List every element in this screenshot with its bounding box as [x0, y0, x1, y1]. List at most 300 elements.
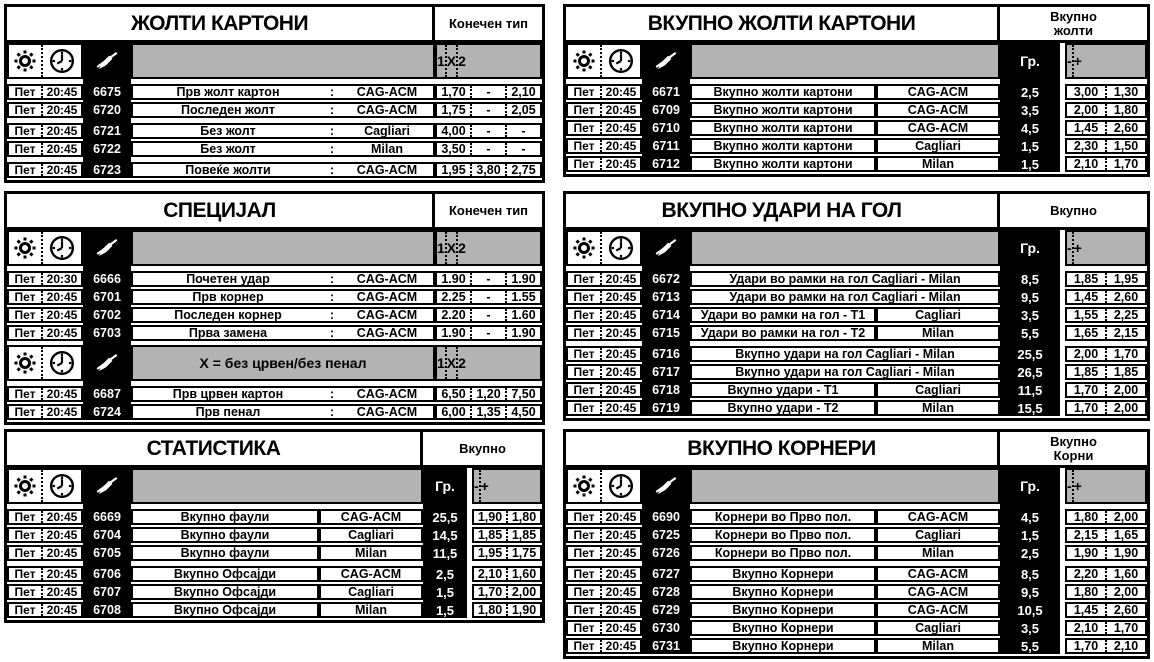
daytime-box [7, 141, 83, 157]
odds-value: - [470, 327, 505, 339]
day-cell: Пет [573, 510, 595, 524]
daytime-box [566, 509, 642, 525]
day-cell: Пет [573, 326, 595, 340]
time-cell: 20:45 [41, 309, 81, 321]
day-cell: Пет [573, 290, 595, 304]
odds-box [1065, 566, 1147, 582]
odds-group-title [1000, 7, 1147, 40]
odds-value: - [505, 143, 540, 155]
daytime-box [7, 545, 83, 561]
bet-code: 6720 [93, 103, 121, 117]
odds-col-header: + [479, 470, 489, 502]
line-value: 25,5 [432, 509, 458, 525]
odds-value: 1,85 [1105, 366, 1145, 378]
line-column-header: Гр. [1000, 468, 1060, 504]
market-label: Прв жолт картон [176, 85, 280, 99]
odds-row [566, 102, 1147, 118]
odds-row [566, 289, 1147, 305]
odds-value: 2,10 [1073, 621, 1099, 635]
daytime-box [7, 325, 83, 341]
line-column-header: Гр. [1000, 230, 1060, 266]
bet-code: 6717 [652, 365, 680, 379]
daytime-box [7, 566, 83, 582]
odds-value: 1.90 [505, 327, 540, 339]
table-specijal [4, 191, 545, 425]
odds-value: 1,80 [1105, 104, 1145, 116]
day-cell: Пет [14, 546, 36, 560]
team-label: CAG-ACM [876, 509, 1000, 525]
time-cell: 20:45 [600, 586, 640, 598]
odds-col-header: + [1072, 232, 1082, 264]
odds-box [1065, 307, 1147, 323]
team-label: Cagliari [876, 527, 1000, 543]
odds-box [435, 325, 542, 341]
time-cell: 20:45 [41, 104, 81, 116]
day-cell: Пет [14, 603, 36, 617]
odds-value: 1,85 [1073, 365, 1099, 379]
odds-row [566, 346, 1147, 362]
section-label [131, 230, 435, 266]
colon-separator: : [329, 85, 335, 99]
header-icon-box [7, 43, 83, 79]
odds-col-header: - [474, 478, 479, 494]
bet-code: 6702 [93, 308, 121, 322]
daytime-box [7, 289, 83, 305]
colon-separator: : [329, 326, 335, 340]
odds-value: 2,75 [505, 164, 540, 176]
odds-value: 1,70 [1073, 383, 1099, 397]
odds-row [566, 584, 1147, 600]
odds-box [435, 102, 542, 118]
odds-row [7, 325, 542, 341]
daytime-box [566, 602, 642, 618]
odds-value: 1,65 [1073, 326, 1099, 340]
odds-value: 2.25 [441, 290, 466, 304]
crossed-pen-icon [83, 468, 131, 504]
sun-icon [9, 232, 41, 264]
odds-box [472, 545, 542, 561]
team-label: Cagliari [876, 307, 1000, 323]
bet-code: 6701 [93, 290, 121, 304]
odds-group-title-line: Вкупно [1050, 202, 1097, 218]
odds-group-title [435, 194, 542, 227]
odds-value: 2,60 [1105, 122, 1145, 134]
market-label: Корнери во Прво пол. [690, 509, 876, 525]
team-label: CAG-ACM [319, 566, 423, 582]
bet-code: 6722 [93, 142, 121, 156]
day-cell: Пет [14, 163, 36, 177]
odds-box [435, 289, 542, 305]
odds-value: 1,90 [1105, 547, 1145, 559]
market-label: Корнери во Прво пол. [690, 527, 876, 543]
odds-group-title [1000, 194, 1147, 227]
odds-box [1065, 509, 1147, 525]
time-cell: 20:45 [600, 309, 640, 321]
odds-box [1065, 289, 1147, 305]
daytime-box [7, 84, 83, 100]
daytime-box [566, 584, 642, 600]
line-column-header: Гр. [1000, 43, 1060, 79]
market-label: Вкупно Офсајди [131, 584, 319, 600]
odds-box [1065, 545, 1147, 561]
odds-row [566, 138, 1147, 154]
team-label: Cagliari [876, 620, 1000, 636]
bet-code: 6706 [93, 567, 121, 581]
odds-col-header: 1 [437, 355, 445, 371]
day-cell: Пет [573, 272, 595, 286]
team-label: CAG-ACM [356, 290, 418, 304]
table-statistika [4, 429, 545, 623]
daytime-box [7, 162, 83, 178]
odds-value: 2,05 [505, 104, 540, 116]
table-vkupno-udari-na-gol [563, 191, 1150, 421]
colon-separator: : [329, 272, 335, 286]
odds-value: 2,00 [1105, 586, 1145, 598]
odds-column-headers [435, 230, 542, 266]
odds-box [1065, 602, 1147, 618]
column-header-row [7, 43, 542, 79]
market-box [131, 325, 435, 341]
sun-icon [568, 470, 600, 502]
bet-code: 6723 [93, 163, 121, 177]
odds-value: 1,45 [1073, 121, 1099, 135]
odds-row [566, 325, 1147, 341]
odds-group-title-line: Корни [1053, 447, 1094, 463]
odds-box [1065, 271, 1147, 287]
odds-value: 1,70 [1105, 348, 1145, 360]
market-label: Вкупно фаули [131, 509, 319, 525]
market-label: Удари во рамки на гол - Т2 [690, 325, 876, 341]
colon-separator: : [329, 142, 335, 156]
market-label: Корнери во Прво пол. [690, 545, 876, 561]
daytime-box [566, 638, 642, 654]
team-label: CAG-ACM [876, 120, 1000, 136]
market-label: Последен жолт [181, 103, 275, 117]
team-label: CAG-ACM [876, 84, 1000, 100]
table-body [7, 230, 542, 422]
daytime-box [7, 123, 83, 139]
market-label: Вкупно удари на гол Cagliari - Milan [690, 364, 1000, 380]
day-cell: Пет [14, 124, 36, 138]
bet-code: 6704 [93, 528, 121, 542]
bet-code: 6716 [652, 347, 680, 361]
odds-group-title-line: Конечен тип [448, 15, 529, 31]
odds-value: 1.90 [441, 272, 466, 286]
time-cell: 20:45 [600, 140, 640, 152]
odds-value: - [470, 104, 505, 116]
odds-value: 2,15 [1105, 327, 1145, 339]
line-value: 9,5 [1020, 289, 1040, 305]
bet-code: 6666 [93, 272, 121, 286]
day-cell: Пет [573, 639, 595, 653]
time-cell: 20:45 [41, 143, 81, 155]
time-cell: 20:45 [600, 104, 640, 116]
odds-row [566, 602, 1147, 618]
market-label: Прв пенал [195, 405, 261, 419]
odds-group-title [1000, 432, 1147, 465]
time-cell: 20:45 [600, 366, 640, 378]
daytime-box [566, 102, 642, 118]
colon-separator: : [329, 290, 335, 304]
day-cell: Пет [573, 621, 595, 635]
odds-box [435, 84, 542, 100]
crossed-pen-icon [642, 230, 690, 266]
odds-value: 1,45 [1073, 290, 1099, 304]
bet-code: 6713 [652, 290, 680, 304]
odds-value: 2,00 [1105, 384, 1145, 396]
line-value: 10,5 [1017, 602, 1043, 618]
market-box [131, 386, 435, 402]
time-cell: 20:45 [600, 273, 640, 285]
daytime-box [566, 307, 642, 323]
odds-value: 1.55 [505, 291, 540, 303]
bet-code: 6669 [93, 510, 121, 524]
odds-box [1065, 156, 1147, 172]
odds-value: 2,00 [1073, 347, 1099, 361]
team-label: Milan [319, 545, 423, 561]
day-cell: Пет [573, 567, 595, 581]
odds-row [7, 141, 542, 157]
table-title: ВКУПНО УДАРИ НА ГОЛ [566, 194, 1000, 227]
bet-code: 6718 [652, 383, 680, 397]
sun-icon [568, 232, 600, 264]
bet-code: 6727 [652, 567, 680, 581]
section-label: Х = без црвен/без пенал [131, 345, 435, 381]
team-label: Milan [319, 602, 423, 618]
bet-code: 6710 [652, 121, 680, 135]
odds-row [566, 271, 1147, 287]
table-header [566, 432, 1147, 468]
sun-icon [9, 45, 41, 77]
line-value: 26,5 [1017, 364, 1043, 380]
day-cell: Пет [573, 85, 595, 99]
odds-value: 1,70 [1073, 639, 1099, 653]
odds-value: 1,55 [1073, 308, 1099, 322]
team-label: CAG-ACM [876, 102, 1000, 118]
odds-value: 6,50 [441, 387, 466, 401]
time-cell: 20:45 [41, 547, 81, 559]
bet-code: 6671 [652, 85, 680, 99]
team-label: Milan [876, 400, 1000, 416]
colon-separator: : [329, 387, 335, 401]
market-label: Повеќе жолти [185, 163, 271, 177]
day-cell: Пет [573, 585, 595, 599]
table-title: ЖОЛТИ КАРТОНИ [7, 7, 435, 40]
odds-box [1065, 346, 1147, 362]
line-value: 14,5 [432, 527, 458, 543]
odds-group-title [423, 432, 542, 465]
day-cell: Пет [573, 401, 595, 415]
odds-value: 1,95 [1105, 273, 1145, 285]
daytime-box [7, 102, 83, 118]
daytime-box [566, 120, 642, 136]
odds-col-header: - [1067, 240, 1072, 256]
odds-value: 1,35 [470, 406, 505, 418]
line-value: 11,5 [1017, 382, 1043, 398]
odds-value: 1,60 [506, 568, 540, 580]
odds-col-header: X [445, 232, 456, 264]
daytime-box [7, 404, 83, 420]
table-header [7, 194, 542, 230]
time-cell: 20:45 [600, 568, 640, 580]
market-box [131, 162, 435, 178]
odds-value: 2,15 [1073, 528, 1099, 542]
table-vkupno-korneri [563, 429, 1150, 659]
time-cell: 20:30 [41, 273, 81, 285]
line-value: 5,5 [1020, 638, 1040, 654]
market-box [131, 289, 435, 305]
odds-value: 3,00 [1073, 85, 1099, 99]
odds-box [472, 602, 542, 618]
odds-group-title-line: Вкупно [1050, 8, 1097, 24]
odds-box [1065, 325, 1147, 341]
daytime-box [7, 386, 83, 402]
day-cell: Пет [573, 365, 595, 379]
header-icon-box [566, 468, 642, 504]
bet-code: 6729 [652, 603, 680, 617]
market-box [131, 123, 435, 139]
daytime-box [7, 271, 83, 287]
time-cell: 20:45 [41, 529, 81, 541]
odds-value: 1,80 [506, 511, 540, 523]
table-title: ВКУПНО КОРНЕРИ [566, 432, 1000, 465]
day-cell: Пет [14, 308, 36, 322]
market-label: Без жолт [200, 124, 256, 138]
odds-value: 1,80 [1073, 585, 1099, 599]
day-cell: Пет [573, 103, 595, 117]
odds-value: 1,70 [441, 85, 466, 99]
odds-box [1065, 364, 1147, 380]
market-label: Прв корнер [192, 290, 264, 304]
sun-icon [568, 45, 600, 77]
table-header [7, 7, 542, 43]
clock-icon [600, 470, 640, 502]
clock-icon [41, 232, 81, 264]
bet-code: 6725 [652, 528, 680, 542]
daytime-box [566, 364, 642, 380]
team-label: Cagliari [364, 124, 410, 138]
odds-value: 1,85 [506, 529, 540, 541]
bet-code: 6708 [93, 603, 121, 617]
market-box [131, 84, 435, 100]
clock-icon [600, 232, 640, 264]
line-value: 3,5 [1020, 102, 1040, 118]
time-cell: 20:45 [600, 529, 640, 541]
bet-code: 6687 [93, 387, 121, 401]
day-cell: Пет [14, 567, 36, 581]
odds-value: 1,60 [1105, 568, 1145, 580]
day-cell: Пет [573, 121, 595, 135]
market-label: Удари во рамки на гол Cagliari - Milan [690, 271, 1000, 287]
daytime-box [7, 307, 83, 323]
line-value: 2,5 [1020, 545, 1040, 561]
odds-value: 1,85 [1073, 272, 1099, 286]
market-label: Почетен удар [186, 272, 270, 286]
time-cell: 20:45 [41, 511, 81, 523]
header-icon-box [7, 468, 83, 504]
odds-value: 2,10 [477, 567, 503, 581]
section-label [131, 468, 423, 504]
odds-box [1065, 400, 1147, 416]
section-label [131, 43, 435, 79]
market-label: Вкупно Корнери [690, 566, 876, 582]
odds-row [7, 386, 542, 402]
line-value: 2,5 [435, 566, 455, 582]
odds-box [1065, 84, 1147, 100]
odds-col-header: 1 [437, 240, 445, 256]
odds-column-headers [1065, 230, 1147, 266]
odds-value: 1,90 [506, 604, 540, 616]
colon-separator: : [329, 103, 335, 117]
team-label: CAG-ACM [356, 163, 418, 177]
line-value: 9,5 [1020, 584, 1040, 600]
team-label: Cagliari [876, 382, 1000, 398]
odds-row [566, 382, 1147, 398]
odds-row [566, 120, 1147, 136]
crossed-pen-icon [642, 43, 690, 79]
team-label: CAG-ACM [356, 272, 418, 286]
odds-value: 2,00 [506, 586, 540, 598]
time-cell: 20:45 [41, 125, 81, 137]
market-label: Вкупно жолти картони [690, 84, 876, 100]
team-label: CAG-ACM [356, 85, 418, 99]
bet-code: 6711 [652, 139, 680, 153]
team-label: Milan [876, 638, 1000, 654]
column-header-row [7, 345, 542, 381]
odds-value: 1,95 [441, 163, 466, 177]
team-label: CAG-ACM [356, 405, 418, 419]
time-cell: 20:45 [600, 384, 640, 396]
odds-value: 2,10 [1105, 640, 1145, 652]
odds-row [7, 584, 542, 600]
odds-col-header: X [445, 45, 456, 77]
odds-row [7, 566, 542, 582]
time-cell: 20:45 [600, 86, 640, 98]
line-value: 1,5 [435, 602, 455, 618]
team-label: Milan [371, 142, 403, 156]
odds-box [435, 404, 542, 420]
odds-value: 1,70 [1105, 622, 1145, 634]
odds-group-title-line: жолти [1053, 22, 1094, 38]
bet-code: 6721 [93, 124, 121, 138]
odds-box [1065, 620, 1147, 636]
bet-code: 6719 [652, 401, 680, 415]
bet-code: 6705 [93, 546, 121, 560]
table-header [566, 7, 1147, 43]
time-cell: 20:45 [41, 568, 81, 580]
market-box [131, 271, 435, 287]
team-label: CAG-ACM [356, 308, 418, 322]
line-value: 2,5 [1020, 84, 1040, 100]
time-cell: 20:45 [41, 388, 81, 400]
odds-column-headers [1065, 43, 1147, 79]
day-cell: Пет [573, 546, 595, 560]
crossed-pen-icon [642, 468, 690, 504]
odds-value: 1,75 [441, 103, 466, 117]
column-header-row [7, 230, 542, 266]
line-value: 15,5 [1017, 400, 1043, 416]
odds-value: 2,00 [1073, 103, 1099, 117]
odds-value: 2,00 [1105, 402, 1145, 414]
line-value: 25,5 [1017, 346, 1043, 362]
team-label: Cagliari [319, 584, 423, 600]
odds-col-header: + [1072, 470, 1082, 502]
odds-value: 2,30 [1073, 139, 1099, 153]
odds-value: 2,20 [1073, 567, 1099, 581]
line-column-header: Гр. [423, 468, 467, 504]
odds-value: 1,90 [1073, 546, 1099, 560]
day-cell: Пет [573, 603, 595, 617]
